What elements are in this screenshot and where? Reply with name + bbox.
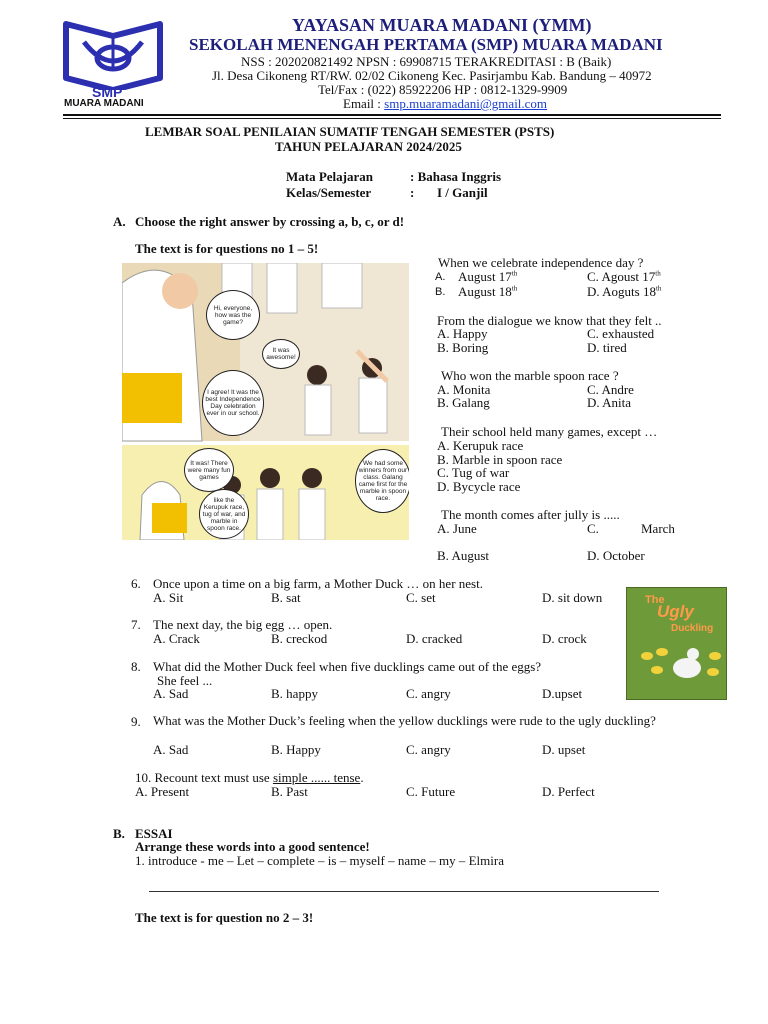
q6-option-c: C. set xyxy=(406,590,436,605)
speech-bubble-1: Hi, everyone, how was the game? xyxy=(206,290,260,340)
school-email-row xyxy=(343,96,547,112)
q3-option-c: C. Andre xyxy=(587,382,634,397)
speech-bubble-2: It was awesome! xyxy=(262,339,300,369)
logo-text-name: MUARA MADANI xyxy=(64,98,144,109)
q1-option-a xyxy=(458,269,517,284)
q7-option-b: B. creckod xyxy=(271,631,328,646)
q10-option-c: C. Future xyxy=(406,784,456,799)
section-a-instruction: Choose the right answer by crossing a, b, c, or d! xyxy=(135,214,405,229)
q10-stem xyxy=(135,770,364,785)
q3-stem: Who won the marble spoon race ? xyxy=(441,368,619,383)
q9-option-a: A. Sad xyxy=(153,742,189,757)
section-b-label: B. xyxy=(113,826,125,841)
q9-number: 9. xyxy=(131,714,141,729)
q10-stem-pre: 10. Recount text must use xyxy=(135,770,273,785)
q5-option-c-text: March xyxy=(641,521,675,536)
q6-option-a: A. Sit xyxy=(153,590,184,605)
q1-option-b-letter: B. xyxy=(435,286,446,298)
q5-option-c-letter: C. xyxy=(587,521,599,536)
q1-stem: When we celebrate independence day ? xyxy=(438,255,644,270)
q1-option-d-text: D. Aoguts 18 xyxy=(587,284,656,299)
comic-illustration xyxy=(122,263,409,540)
q1-option-a-letter: A. xyxy=(435,271,446,283)
q1-option-a-text: August 17 xyxy=(458,269,512,284)
answer-line[interactable] xyxy=(149,891,659,892)
q8-number: 8. xyxy=(131,659,141,674)
speech-bubble-4: It was! There were many fun games xyxy=(184,448,234,492)
q10-option-d: D. Perfect xyxy=(542,784,595,799)
section-a-label: A. xyxy=(113,214,126,229)
q4-option-d: D. Bycycle race xyxy=(437,479,521,494)
essay-item-1: 1. introduce - me – Let – complete – is – myself – name – my – Elmira xyxy=(135,853,504,868)
logo-text-smp: SMP xyxy=(92,84,123,100)
q8-option-d: D.upset xyxy=(542,686,583,701)
q10-stem-post: . xyxy=(360,770,364,785)
q6-number: 6. xyxy=(131,576,141,591)
q1-option-c xyxy=(587,269,661,284)
q1-option-b-text: August 18 xyxy=(458,284,512,299)
q2-option-c: C. exhausted xyxy=(587,326,655,341)
q9-option-d: D. upset xyxy=(542,742,586,757)
section-b-instruction: Arrange these words into a good sentence! xyxy=(135,839,370,854)
q7-option-c: D. cracked xyxy=(406,631,463,646)
q8-stem-2: She feel ... xyxy=(157,673,213,688)
text-intro-2-3: The text is for question no 2 – 3! xyxy=(135,910,314,925)
q9-stem: What was the Mother Duck’s feeling when the yellow ducklings were rude to the ugly duckling? xyxy=(153,713,656,728)
q5-stem: The month comes after jully is ..... xyxy=(441,507,620,522)
foundation-name: YAYASAN MUARA MADANI (YMM) xyxy=(292,15,592,35)
class-value: I / Ganjil xyxy=(437,185,488,200)
q10-stem-underlined: simple ...... tense xyxy=(272,770,361,785)
school-name: SEKOLAH MENENGAH PERTAMA (SMP) MUARA MADANI xyxy=(189,35,663,54)
q8-option-c: C. angry xyxy=(406,686,451,701)
school-address: Jl. Desa Cikoneng RT/RW. 02/02 Cikoneng Kec. Pasirjambu Kab. Bandung – 40972 xyxy=(212,68,652,83)
q6-stem: Once upon a time on a big farm, a Mother Duck … on her nest. xyxy=(153,576,483,591)
q4-stem: Their school held many games, except … xyxy=(441,424,658,439)
school-nss: NSS : 202020821492 NPSN : 69908715 TERAKREDITASI : B (Baik) xyxy=(241,54,612,69)
book-title-ugly: Ugly xyxy=(657,602,694,621)
exam-year: TAHUN PELAJARAN 2024/2025 xyxy=(275,139,462,154)
subject-value: : Bahasa Inggris xyxy=(410,169,502,184)
q4-option-a: A. Kerupuk race xyxy=(437,438,524,453)
q10-option-b: B. Past xyxy=(271,784,308,799)
q10-option-a: A. Present xyxy=(135,784,190,799)
q7-stem: The next day, the big egg … open. xyxy=(153,617,333,632)
q4-option-c: C. Tug of war xyxy=(437,465,510,480)
q9-option-b: B. Happy xyxy=(271,742,321,757)
book-title-duckling: Duckling xyxy=(671,623,714,634)
q1-option-b-sup: th xyxy=(511,284,518,293)
q8-option-b: B. happy xyxy=(271,686,318,701)
speech-bubble-6: We had some winners from our class. Galang came first for the marble in spoon race. xyxy=(355,449,409,513)
email-link[interactable]: smp.muaramadani@gmail.com xyxy=(384,96,548,111)
q8-stem: What did the Mother Duck feel when five ducklings came out of the eggs? xyxy=(153,659,542,674)
q7-option-d: D. crock xyxy=(542,631,587,646)
q2-option-d: D. tired xyxy=(587,340,627,355)
class-colon: : xyxy=(410,185,415,200)
email-label: Email : xyxy=(343,96,385,111)
q3-option-b: B. Galang xyxy=(437,395,490,410)
class-label: Kelas/Semester xyxy=(286,185,372,200)
speech-bubble-5: like the Kerupuk race, tug of war, and marble in spoon race. xyxy=(199,489,249,539)
school-phone: Tel/Fax : (022) 85922206 HP : 0812-1329-9909 xyxy=(318,82,568,97)
q3-option-d: D. Anita xyxy=(587,395,632,410)
ducks-icon xyxy=(627,636,726,699)
q1-option-c-sup: th xyxy=(655,269,661,278)
q6-option-d: D. sit down xyxy=(542,590,603,605)
q1-option-c-text: C. Agoust 17 xyxy=(587,269,656,284)
q1-option-b xyxy=(458,284,517,299)
q5-option-a: A. June xyxy=(437,521,477,536)
subject-label: Mata Pelajaran xyxy=(286,169,374,184)
school-logo xyxy=(62,18,164,110)
book-logo-icon xyxy=(62,18,164,90)
q7-option-a: A. Crack xyxy=(153,631,200,646)
q4-option-b: B. Marble in spoon race xyxy=(437,452,563,467)
q9-option-c: C. angry xyxy=(406,742,451,757)
q7-number: 7. xyxy=(131,617,141,632)
exam-title: LEMBAR SOAL PENILAIAN SUMATIF TENGAH SEMESTER (PSTS) xyxy=(145,124,555,139)
book-title-the: The xyxy=(645,594,665,606)
header-divider xyxy=(63,114,721,119)
q5-option-d: D. October xyxy=(587,548,645,563)
q1-option-d-sup: th xyxy=(655,284,662,293)
q2-option-b: B. Boring xyxy=(437,340,489,355)
text-intro-1-5: The text is for questions no 1 – 5! xyxy=(135,241,319,256)
q1-option-a-sup: th xyxy=(511,269,518,278)
ugly-duckling-book-cover xyxy=(626,587,727,700)
q8-option-a: A. Sad xyxy=(153,686,189,701)
q6-option-b: B. sat xyxy=(271,590,301,605)
q5-option-b: B. August xyxy=(437,548,490,563)
section-b-title: ESSAI xyxy=(135,826,173,841)
speech-bubble-3: I agree! It was the best Independence Day celebration ever in our school. xyxy=(202,370,264,436)
q3-option-a: A. Monita xyxy=(437,382,491,397)
q2-option-a: A. Happy xyxy=(437,326,488,341)
q1-option-d xyxy=(587,284,661,299)
q2-stem: From the dialogue we know that they felt .. xyxy=(437,313,662,328)
